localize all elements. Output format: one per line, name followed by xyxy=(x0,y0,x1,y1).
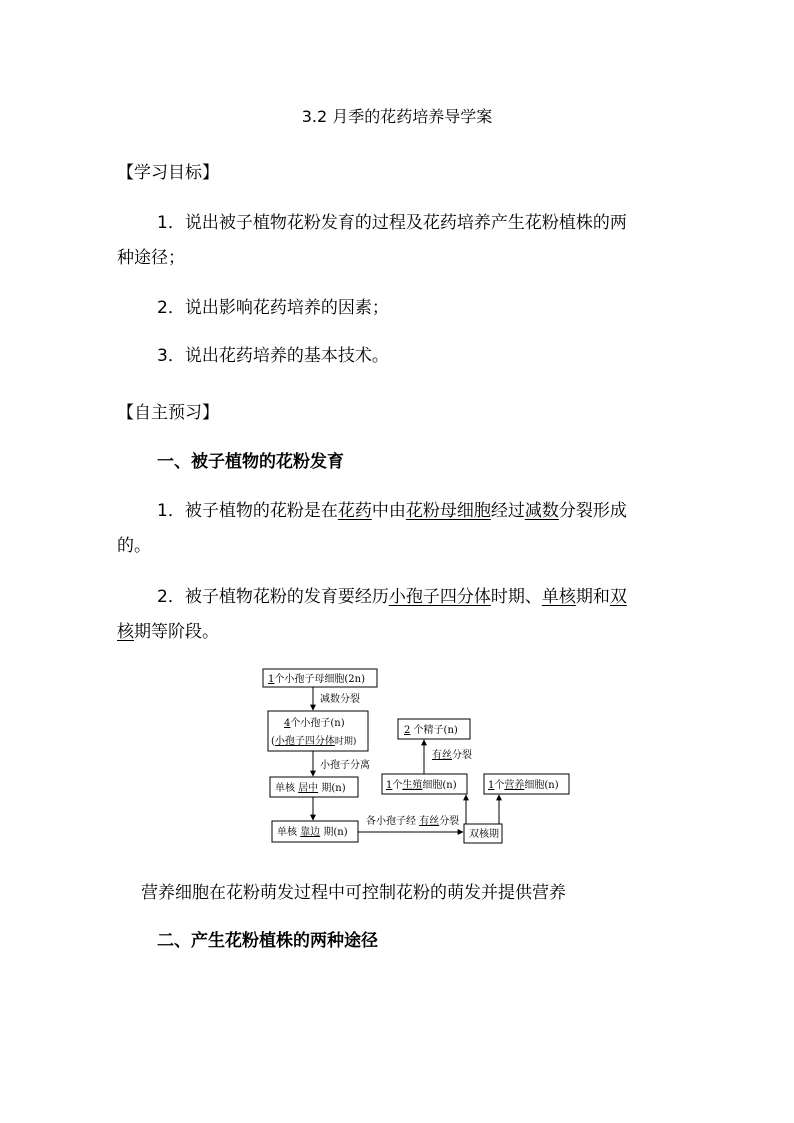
box5-label: 双核期 xyxy=(469,829,499,840)
box4-label: 单核 靠边 期(n) xyxy=(277,827,348,838)
q2-answer-3: 双 xyxy=(609,587,627,607)
box2-line2: (小孢子四分体时期) xyxy=(271,736,357,747)
part1-heading: 一、被子植物的花粉发育 xyxy=(157,452,344,472)
q1-answer-2: 花粉母细胞 xyxy=(405,501,491,521)
objective-2: 2．说出影响花药培养的因素； xyxy=(157,298,389,318)
note-vegetative-cell: 营养细胞在花粉萌发过程中可控制花粉的萌发并提供营养 xyxy=(141,883,566,903)
q2-text-c: 时期、 xyxy=(490,587,542,607)
box8-label: 2 个精子(n) xyxy=(404,725,458,736)
objective-3: 3．说出花药培养的基本技术。 xyxy=(157,346,389,366)
box7-label: 1个营养细胞(n) xyxy=(488,780,559,791)
arrow1-label: 减数分裂 xyxy=(320,694,360,705)
q2-text-a: 2．被子植物花粉的发育要经历 xyxy=(157,587,389,607)
box6-label: 1个生殖细胞(n) xyxy=(386,780,457,791)
box2-line1: 4个小孢子(n) xyxy=(284,718,345,729)
box3-label: 单核 居中 期(n) xyxy=(275,783,346,794)
objectives-heading: 【学习目标】 xyxy=(117,163,219,183)
box1-label: 1个小孢子母细胞(2n) xyxy=(268,674,365,685)
q2-answer-1: 小孢子四分体 xyxy=(388,587,491,607)
pollen-development-diagram xyxy=(258,664,578,849)
q1-text-a: 1．被子植物的花粉是在 xyxy=(157,501,338,521)
objective-1-line1: 1．说出被子植物花粉发育的过程及花药培养产生花粉植株的两 xyxy=(157,213,627,233)
question-2-line1 xyxy=(157,586,627,608)
question-2-line2 xyxy=(117,621,219,643)
q2-text-d: 期和 xyxy=(575,587,610,607)
q1-text-e: 分裂形成 xyxy=(558,501,627,521)
q2-answer-2: 单核 xyxy=(541,587,576,607)
preview-heading: 【自主预习】 xyxy=(117,403,219,423)
arrow6-label: 有丝分裂 xyxy=(432,750,472,761)
question-1-line1 xyxy=(157,500,627,522)
objective-1-line2: 种途径； xyxy=(117,248,185,268)
q1-answer-1: 花药 xyxy=(337,501,372,521)
q1-text-d: 经过 xyxy=(490,501,525,521)
q2-answer-3b: 核 xyxy=(117,622,134,642)
q1-text-c: 中由 xyxy=(371,501,406,521)
part2-heading: 二、产生花粉植株的两种途径 xyxy=(157,931,378,951)
q2-text-f: 期等阶段。 xyxy=(134,622,219,642)
question-1-line2: 的。 xyxy=(117,536,151,556)
page-title: 3.2 月季的花药培养导学案 xyxy=(301,107,493,126)
arrow4-label: 各小孢子经 有丝分裂 xyxy=(366,816,460,827)
arrow2-label: 小孢子分离 xyxy=(320,760,370,771)
q1-answer-3: 减数 xyxy=(524,501,559,521)
